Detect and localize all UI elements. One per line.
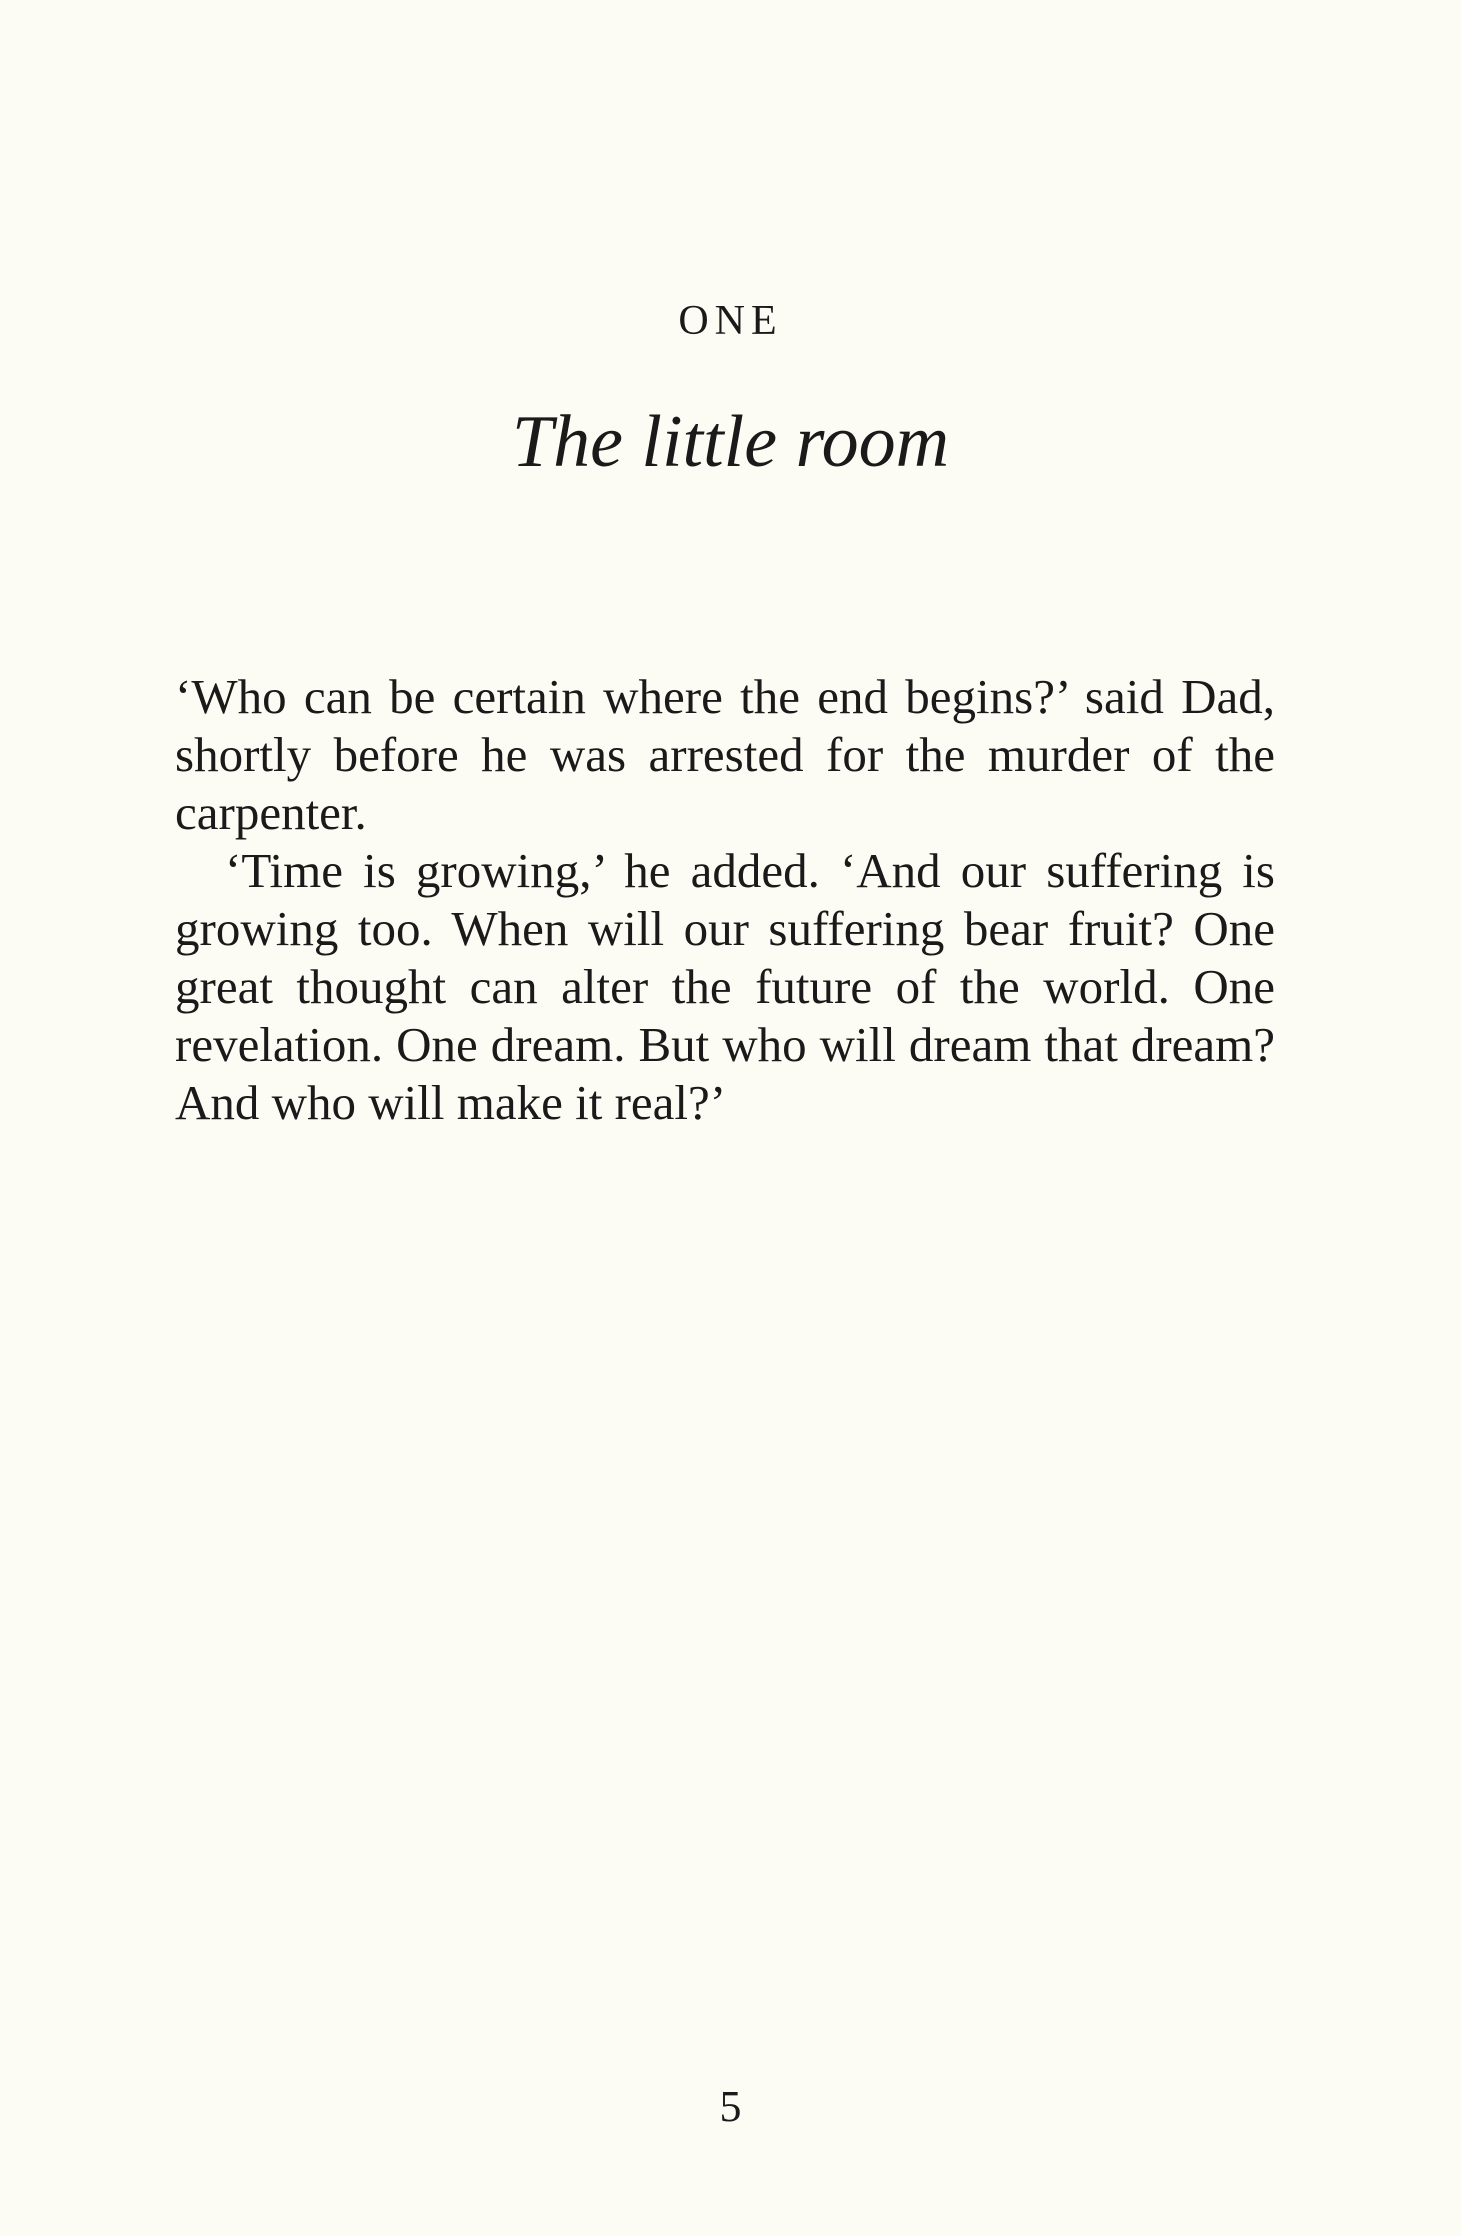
page-number: 5 (719, 2082, 742, 2131)
paragraph: ‘Time is growing,’ he added. ‘And our suffering is growing too. When will our suffering bear fruit? One great thought can alter the future of the world. One revelation. One dream. But who will dream that dream? And who will make it real?’ (175, 843, 1275, 1130)
chapter-number: ONE (678, 298, 783, 344)
chapter-title: The little room (511, 401, 950, 483)
paragraph: ‘Who can be certain where the end begins?’ said Dad, shortly before he was arrested for the murder of the carpenter. (175, 669, 1275, 840)
body-text (175, 668, 1275, 1132)
